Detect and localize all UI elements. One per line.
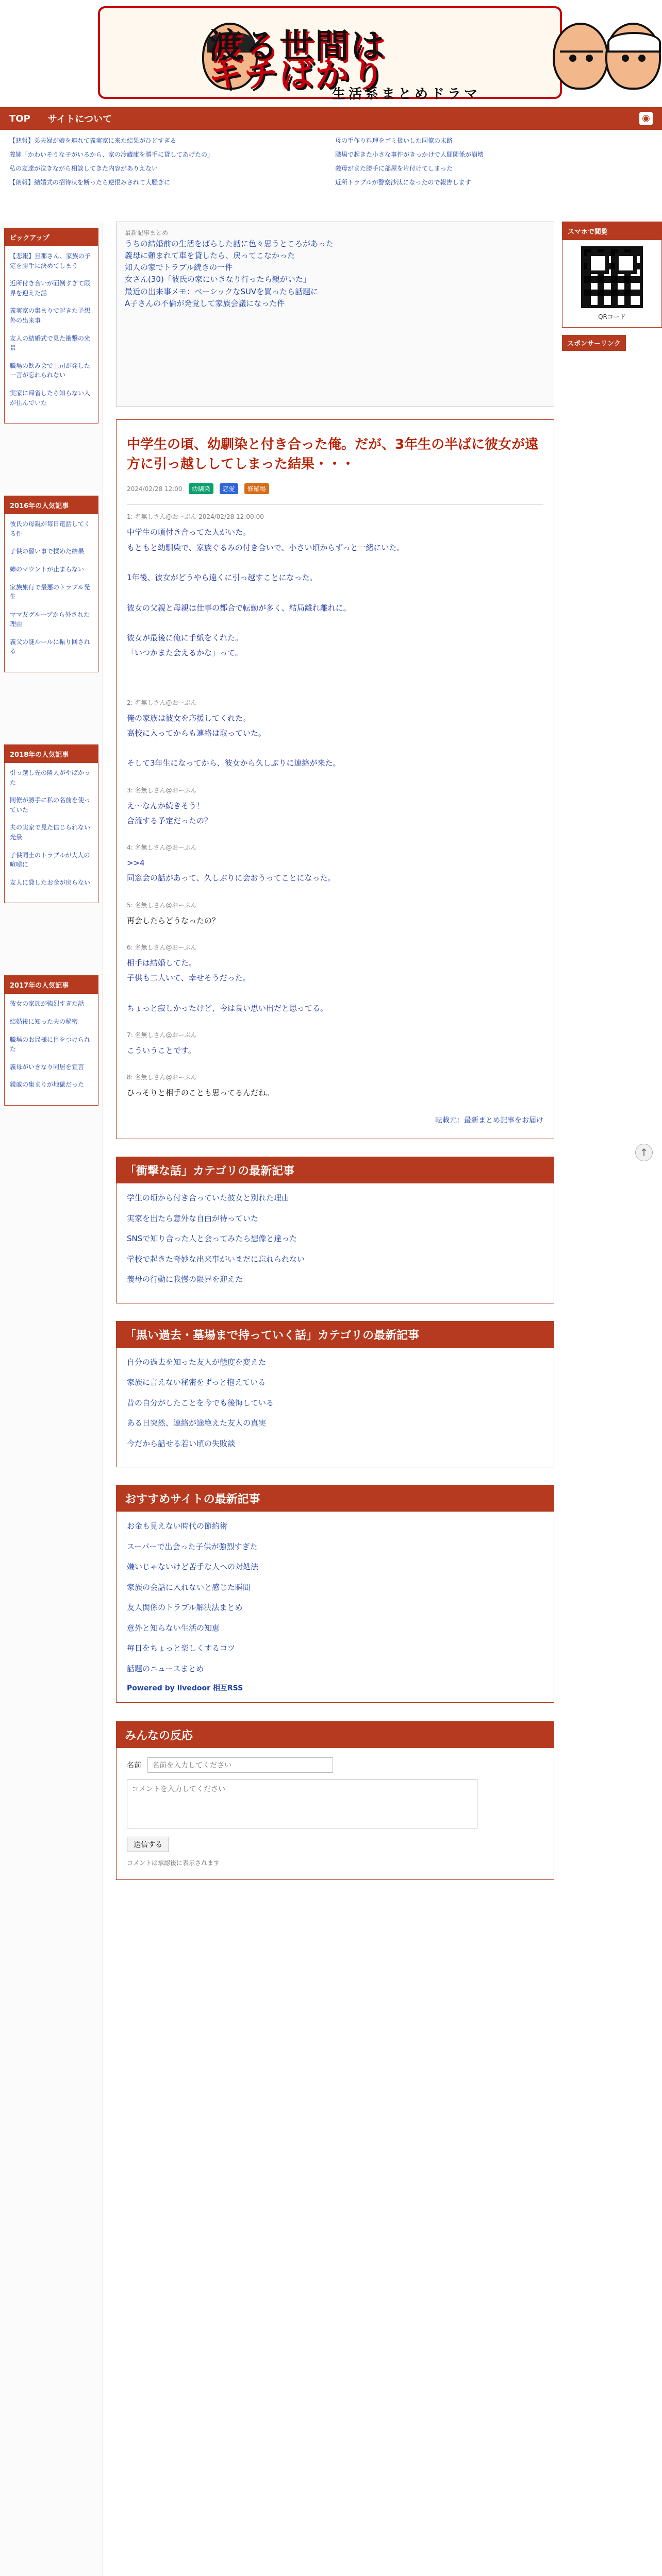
hair-shape	[560, 32, 603, 53]
sidebar-link[interactable]: 実家に帰省したら知らない人が住んでいた	[10, 389, 91, 406]
logo-line-1: 渡る世間は	[208, 26, 386, 66]
character-face-right	[605, 23, 661, 90]
feed-link[interactable]: 知人の家でトラブル続きの一件	[125, 263, 233, 273]
nav-about[interactable]: サイトについて	[47, 114, 112, 125]
sidebar-title: ピックアップ	[5, 228, 98, 246]
sidebar-link[interactable]: 義父の謎ルールに振り回される	[10, 638, 90, 655]
sidebar-link[interactable]: 同僚が勝手に私の名前を使っていた	[10, 796, 91, 814]
sidebar-link[interactable]: 彼氏の母親が毎日電話してくる件	[10, 520, 91, 537]
section-link[interactable]: スーパーで出会った子供が強烈すぎた	[127, 1541, 258, 1551]
thread-post	[127, 698, 543, 771]
sidebar-widget	[4, 744, 98, 903]
headline-link[interactable]: 私の友達が泣きながら相談してきた内容がありえない	[9, 165, 158, 172]
feed-link[interactable]: 義母に頼まれて車を貸したら、戻ってこなかった	[125, 250, 295, 260]
sidebar-title: 2018年の人気記事	[5, 745, 98, 763]
post-body: ひっそりと相手のことも思ってるんだね。	[127, 1088, 274, 1098]
section-link[interactable]: 話題のニュースまとめ	[127, 1664, 204, 1673]
section-link[interactable]: 家族の会話に入れないと感じた瞬間	[127, 1582, 251, 1592]
name-input[interactable]	[147, 1757, 333, 1773]
sidebar-title: 2016年の人気記事	[5, 496, 98, 514]
headline-link[interactable]: 義母がまた勝手に部屋を片付けてしまった	[335, 165, 453, 172]
main-content	[116, 222, 554, 1880]
tag-badge[interactable]: 幼馴染	[189, 483, 213, 494]
sidebar-list	[5, 246, 98, 423]
article-date: 2024/02/28 12:00	[127, 485, 183, 493]
site-logo	[208, 19, 543, 102]
sidebar-link[interactable]: 職場のお局様に目をつけられた	[10, 1036, 91, 1053]
section-link[interactable]: 家族に言えない秘密をずっと抱えている	[127, 1378, 266, 1387]
thread-post	[127, 901, 543, 928]
post-head: 4: 名無しさん@おーぷん	[127, 844, 197, 852]
section-link[interactable]: ある日突然、連絡が途絶えた友人の真実	[127, 1418, 267, 1428]
tag-badge[interactable]: 恋愛	[220, 483, 238, 494]
section-link[interactable]: 学校で起きた奇妙な出来事がいまだに忘れられない	[127, 1254, 305, 1264]
thread-post	[127, 786, 543, 829]
latest-feed	[116, 222, 554, 407]
article-body	[127, 504, 543, 1125]
post-head: 1: 名無しさん@おーぷん 2024/02/28 12:00:00	[127, 513, 264, 521]
comment-note: コメントは承認後に表示されます	[127, 1859, 220, 1867]
headline-link[interactable]: 【朗報】結婚式の招待状を断ったら逆恨みされて大騒ぎに	[9, 179, 171, 186]
section-link[interactable]: 毎日をちょっと楽しくするコツ	[127, 1643, 236, 1653]
section-title: おすすめサイトの最新記事	[117, 1485, 554, 1512]
eye	[622, 55, 629, 62]
headline-link[interactable]: 職場で起きた小さな事件がきっかけで人間関係が崩壊	[335, 151, 484, 158]
comments-section	[116, 1721, 554, 1880]
section-link[interactable]: 今だから話せる若い頃の失敗談	[127, 1438, 236, 1448]
section-list	[117, 1348, 554, 1467]
feed-link[interactable]: A子さんの不倫が発覚して家族会議になった件	[125, 298, 285, 308]
comment-form	[117, 1748, 554, 1879]
article-meta	[127, 483, 543, 494]
section-link[interactable]: 自分の過去を知った友人が態度を変えた	[127, 1357, 267, 1367]
submit-button[interactable]: 送信する	[127, 1837, 169, 1852]
headline-link[interactable]: 義姉「かわいそうな子がいるから、家の冷蔵庫を勝手に貸してあげたの」	[9, 151, 214, 158]
sidebar-link[interactable]: 姉のマウントが止まらない	[10, 565, 85, 573]
feed-link[interactable]: 最近の出来事メモ：ベーシックなSUVを買ったら話題に	[125, 286, 319, 296]
sidebar-link[interactable]: 家族旅行で最悪のトラブル発生	[10, 583, 90, 601]
sidebar-link[interactable]: 友人の結婚式で見た衝撃の光景	[10, 334, 91, 352]
sidebar-widget	[4, 975, 98, 1106]
sidebar-link[interactable]: 親戚の集まりが地獄だった	[10, 1081, 85, 1089]
eye	[586, 55, 593, 62]
recommended-section	[116, 1485, 554, 1703]
logo-line-2: キチばかり	[208, 55, 386, 95]
thread-post	[127, 843, 543, 886]
right-sidebar	[562, 222, 662, 351]
section-link[interactable]: お金も見えない時代の節約術	[127, 1521, 228, 1531]
post-head: 6: 名無しさん@おーぷん	[127, 943, 197, 951]
sidebar-widget	[4, 228, 98, 423]
section-link[interactable]: 学生の頃から付き合っていた彼女と別れた理由	[127, 1193, 290, 1203]
post-head: 8: 名無しさん@おーぷん	[127, 1074, 197, 1081]
sidebar-link[interactable]: 彼女の家族が強烈すぎた話	[10, 1000, 85, 1008]
comment-input[interactable]	[127, 1779, 477, 1828]
section-link[interactable]: 実家を出たら意外な自由が待っていた	[127, 1213, 259, 1223]
post-head: 2: 名無しさん@おーぷん	[127, 699, 197, 706]
name-label: 名前	[127, 1761, 141, 1770]
section-list	[117, 1512, 554, 1702]
post-head: 5: 名無しさん@おーぷん	[127, 901, 197, 909]
thread-post	[127, 512, 543, 660]
section-link[interactable]: 昔の自分がしたことを今でも後悔している	[127, 1398, 274, 1408]
post-head: 3: 名無しさん@おーぷん	[127, 786, 197, 794]
section-link[interactable]: 嫌いじゃないけど苦手な人への対処法	[127, 1562, 259, 1572]
section-list	[117, 1183, 554, 1303]
sidebar-link[interactable]: 子供の習い事で揉めた結果	[10, 548, 85, 555]
eye	[638, 55, 646, 62]
comments-title: みんなの反応	[117, 1722, 554, 1748]
headline-column-left	[9, 136, 319, 192]
feed-link[interactable]: うちの結婚前の生活をばらした話に色々思うところがあった	[125, 239, 334, 248]
sidebar-link[interactable]: 結婚後に知った夫の秘密	[10, 1018, 78, 1025]
sidebar-link[interactable]: 夫の実家で見た信じられない光景	[10, 824, 91, 841]
sidebar-list	[5, 994, 98, 1105]
sidebar-link[interactable]: 【悲報】旦那さん、家族の予定を勝手に決めてしまう	[10, 252, 91, 269]
sidebar-link[interactable]: 義実家の集まりで起きた予想外の出来事	[10, 307, 91, 324]
sidebar-link[interactable]: 引っ越し先の隣人がやばかった	[10, 769, 91, 786]
section-link[interactable]: 意外と知らない生活の知恵	[127, 1623, 220, 1633]
section-link[interactable]: SNSで知り合った人と会ってみたら想像と違った	[127, 1234, 297, 1244]
sidebar-widget	[4, 496, 98, 672]
post-body: 相手は結婚してた。 子供も二人いて、幸せそうだった。 ちょっと寂しかったけど、今は良い思い出だと思ってる。	[127, 958, 328, 1013]
article-title: 中学生の頃、幼馴染と付き合った俺。だが、3年生の半ばに彼女が遠方に引っ越ししてしまった結果・・・	[127, 437, 539, 472]
thread-post	[127, 1030, 543, 1058]
post-body: 再会したらどうなったの？	[127, 916, 220, 925]
post-body: こういうことです。	[127, 1045, 196, 1055]
powered-by-link[interactable]: Powered by livedoor 相互RSS	[127, 1684, 243, 1693]
sidebar-list	[5, 514, 98, 672]
tag-badge[interactable]: 修羅場	[244, 483, 269, 494]
post-head: 7: 名無しさん@おーぷん	[127, 1031, 197, 1039]
logo-subtitle: 生活系まとめドラマ	[332, 87, 481, 102]
post-body: 俺の家族は彼女を応援してくれた。 高校に入ってからも連絡は取っていた。 そして3年生になってから、彼女から久しぶりに連絡が来た。	[127, 713, 341, 768]
hat-shape	[607, 32, 661, 53]
post-body: え〜なんか続きそう！ 合流する予定だったの？	[127, 801, 212, 825]
sidebar-link[interactable]: ママ友グループから外された理由	[10, 611, 90, 628]
qr-body	[562, 240, 661, 327]
submit-row	[127, 1837, 543, 1852]
headline-link[interactable]: 母の手作り料理をゴミ扱いした同僚の末路	[335, 137, 453, 144]
content-spacer	[127, 675, 543, 698]
sidebar-link[interactable]: 近所付き合いが面倒すぎて限界を迎えた話	[10, 280, 91, 297]
section-title: 「衝撃な話」カテゴリの最新記事	[117, 1157, 554, 1183]
qr-code-icon	[581, 246, 643, 308]
sidebar-link[interactable]: 友人に貸したお金が戻らない	[10, 878, 91, 886]
left-sidebar	[0, 222, 103, 2576]
sidebar-link[interactable]: 職場の飲み会で上司が発した一言が忘れられない	[10, 362, 91, 379]
thread-post	[127, 943, 543, 1016]
qr-widget	[562, 222, 662, 328]
headline-link[interactable]: 【悲報】弟夫婦が娘を連れて義実家に来た結果がひどすぎる	[9, 137, 177, 144]
headline-column-right	[335, 136, 644, 192]
headline-area	[0, 130, 662, 216]
content-layout	[0, 222, 662, 2576]
related-section	[116, 1157, 554, 1303]
sponsor-heading: スポンサーリンク	[562, 335, 626, 351]
scroll-top-button[interactable]: ↑	[635, 1144, 653, 1161]
feed-link[interactable]: 女さん(30)「彼氏の家にいきなり行ったら親がいた」	[125, 275, 311, 284]
rss-icon[interactable]: ◉	[639, 112, 653, 125]
eye	[569, 55, 576, 62]
section-title: 「黒い過去・墓場まで持っていく話」カテゴリの最新記事	[117, 1321, 554, 1348]
section-link[interactable]: 友人関係のトラブル解決法まとめ	[127, 1603, 243, 1613]
post-body: >>4 同窓会の話があって、久しぶりに会おうってことになった。	[127, 858, 336, 883]
nav-top[interactable]: TOP	[9, 113, 30, 124]
masthead-banner	[98, 6, 562, 102]
sidebar-title: 2017年の人気記事	[5, 976, 98, 994]
top-navigation	[0, 107, 662, 130]
post-body: 中学生の頃付き合ってた人がいた。 もともと幼馴染で、家族ぐるみの付き合いで、小さい頃からずっと一緒にいた。 1年後、彼女がどうやら遠くに引っ越すことになった。 彼女の父親と母親は仕事の都合で転勤が多く、結局離れ離れに。 彼女が最後に俺に手紙をくれた。 「いつかまた会えるかな」って。	[127, 528, 405, 658]
site-header	[0, 0, 662, 107]
character-face-middle	[553, 23, 608, 90]
sidebar-link[interactable]: 子供同士のトラブルが大人の喧嘩に	[10, 851, 90, 869]
name-row	[127, 1757, 543, 1773]
feed-label: 最新記事まとめ	[125, 229, 169, 236]
headline-link[interactable]: 近所トラブルが警察沙汰になったので報告します	[335, 179, 471, 186]
section-link[interactable]: 義母の行動に我慢の限界を迎えた	[127, 1275, 243, 1284]
qr-label: QRコード	[598, 313, 626, 320]
article-source[interactable]: 転載元：最新まとめ記事をお届け	[435, 1116, 543, 1125]
qr-title: スマホで閲覧	[562, 222, 661, 240]
article-card	[116, 419, 554, 1139]
sidebar-link[interactable]: 義母がいきなり同居を宣言	[10, 1063, 85, 1071]
related-section	[116, 1321, 554, 1468]
thread-post	[127, 1073, 543, 1100]
sidebar-list	[5, 763, 98, 903]
